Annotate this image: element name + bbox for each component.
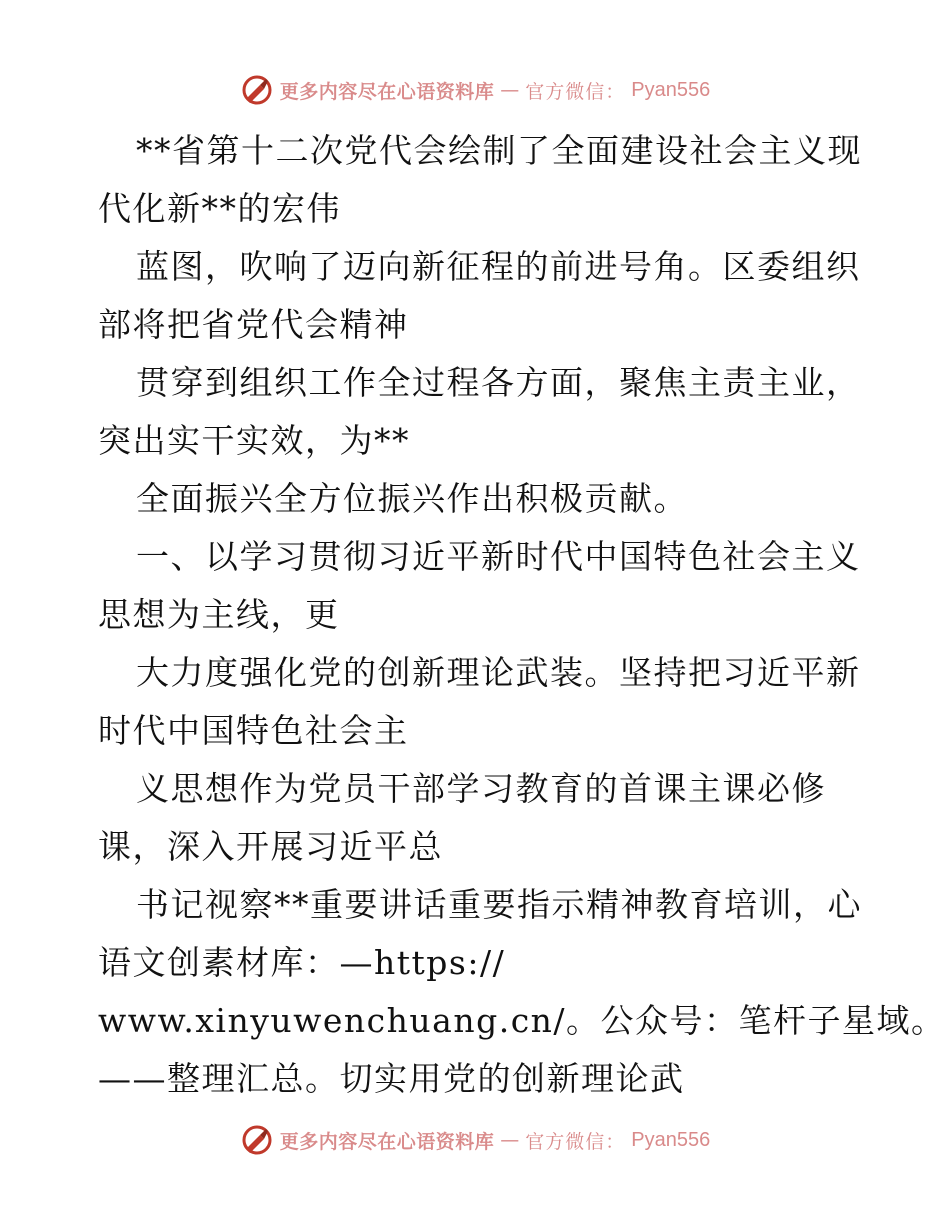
- footer-wechat-label: 官方微信：: [525, 1130, 626, 1153]
- body-line: **省第十二次党代会绘制了全面建设社会主义现: [136, 131, 862, 170]
- body-line: ——整理汇总。切实用党的创新理论武: [98, 1059, 685, 1098]
- body-line: 时代中国特色社会主: [98, 711, 409, 750]
- body-line: 课，深入开展习近平总: [98, 827, 443, 866]
- body-line: 突出实干实效，为**: [98, 421, 410, 460]
- body-line: 语文创素材库：—https://: [98, 943, 506, 982]
- header-brand-text: 更多内容尽在心语资料库: [279, 80, 495, 103]
- body-line: 贯穿到组织工作全过程各方面，聚焦主责主业，: [136, 363, 861, 402]
- body-line: 部将把省党代会精神: [98, 305, 409, 344]
- header-wechat-id: Pyan556: [631, 78, 711, 101]
- body-line: www.xinyuwenchuang.cn/。公众号：笔杆子星域。: [98, 1001, 946, 1040]
- body-line: 代化新**的宏伟: [98, 189, 341, 228]
- footer-banner: [0, 1120, 950, 1160]
- header-separator: —: [500, 79, 520, 101]
- body-line: 书记视察**重要讲话重要指示精神教育培训，心: [136, 885, 862, 924]
- header-wechat-label: 官方微信：: [525, 80, 626, 103]
- pen-logo-icon: [240, 1123, 274, 1157]
- pen-logo-icon: [240, 73, 274, 107]
- header-banner: [0, 70, 950, 110]
- body-line: 思想为主线，更: [98, 595, 340, 634]
- body-line: 全面振兴全方位振兴作出积极贡献。: [136, 479, 688, 518]
- body-line: 蓝图，吹响了迈向新征程的前进号角。区委组织: [136, 247, 861, 286]
- body-line: 一、以学习贯彻习近平新时代中国特色社会主义: [136, 537, 861, 576]
- footer-separator: —: [500, 1129, 520, 1151]
- body-line: 义思想作为党员干部学习教育的首课主课必修: [136, 769, 826, 808]
- footer-wechat-id: Pyan556: [631, 1128, 711, 1151]
- document-body: [98, 122, 946, 1108]
- footer-brand-text: 更多内容尽在心语资料库: [279, 1130, 495, 1153]
- body-line: 大力度强化党的创新理论武装。坚持把习近平新: [136, 653, 861, 692]
